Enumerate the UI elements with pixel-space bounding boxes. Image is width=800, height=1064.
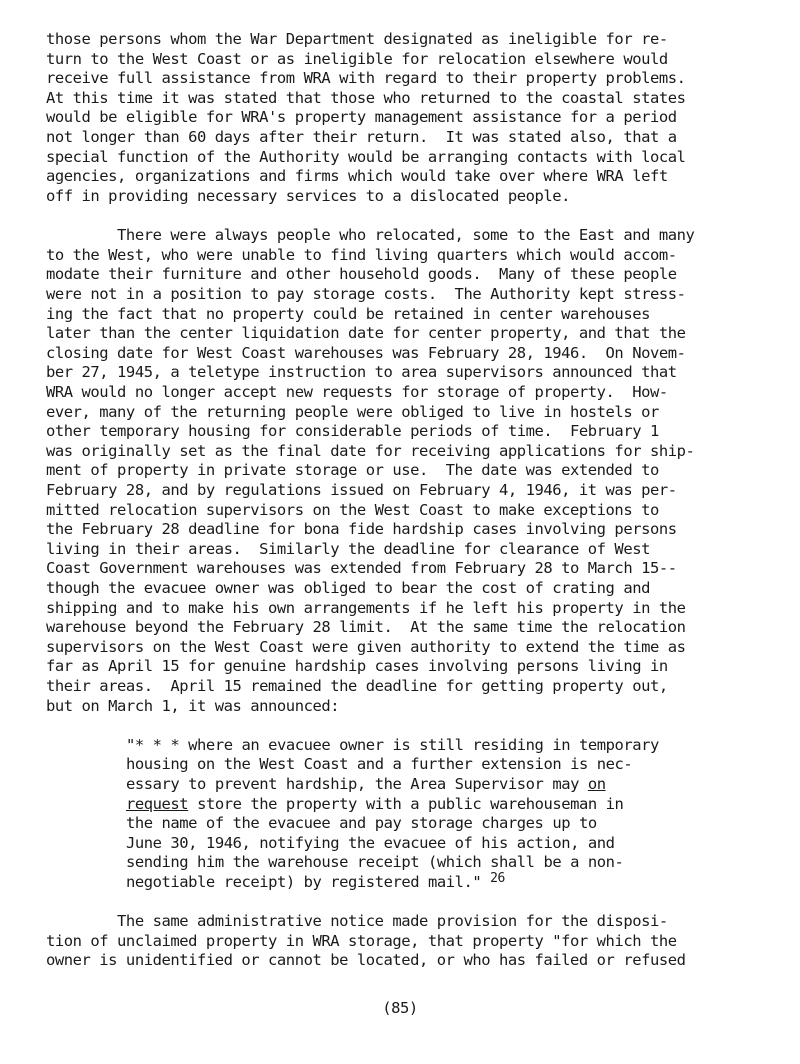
quote-line: sending him the warehouse receipt (which shall be a non- [126,853,624,871]
text-line: February 28, and by regulations issued on February 4, 1946, it was per- [46,481,677,499]
text-line: ment of property in private storage or use. The date was extended to [46,461,659,479]
text-line: agencies, organizations and firms which would take over where WRA left [46,167,668,185]
text-line: modate their furniture and other household goods. Many of these people [46,265,677,283]
text-line: warehouse beyond the February 28 limit. At the same time the relocation [46,618,686,636]
page-number: (85) [382,999,418,1017]
text-line: ever, many of the returning people were obliged to live in hostels or [46,403,659,421]
text-line: the February 28 deadline for bona fide hardship cases involving persons [46,520,677,538]
text-line: later than the center liquidation date for center property, and that the [46,324,686,342]
text-line: those persons whom the War Department designated as ineligible for re- [46,30,668,48]
quote-text: store the property with a public warehouseman in [188,795,624,813]
quote-line: the name of the evacuee and pay storage charges up to [126,814,597,832]
text-line: though the evacuee owner was obliged to bear the cost of crating and [46,579,650,597]
text-line: ing the fact that no property could be retained in center warehouses [46,305,650,323]
quote-line: June 30, 1946, notifying the evacuee of his action, and [126,834,615,852]
text-line: Coast Government warehouses was extended from February 28 to March 15-- [46,559,677,577]
text-line: not longer than 60 days after their return. It was stated also, that a [46,128,677,146]
text-line: living in their areas. Similarly the deadline for clearance of West [46,540,650,558]
quote-line [126,775,606,795]
text-line: There were always people who relocated, some to the East and many [46,226,695,244]
footnote-marker: 26 [490,871,505,886]
quote-line [126,795,623,815]
text-line: but on March 1, it was announced: [46,697,340,715]
quote-line: housing on the West Coast and a further extension is nec- [126,755,633,773]
text-line: At this time it was stated that those who returned to the coastal states [46,89,686,107]
quote-text: essary to prevent hardship, the Area Supervisor may [126,775,588,793]
text-line: mitted relocation supervisors on the West Coast to make exceptions to [46,501,659,519]
text-line: were not in a position to pay storage costs. The Authority kept stress- [46,285,686,303]
text-line: would be eligible for WRA's property management assistance for a period [46,108,677,126]
text-line: The same administrative notice made provision for the disposi- [46,912,668,930]
text-line: supervisors on the West Coast were given authority to extend the time as [46,638,686,656]
text-line: WRA would no longer accept new requests for storage of property. How- [46,383,668,401]
text-line: special function of the Authority would be arranging contacts with local [46,148,686,166]
quote-line [126,873,505,894]
quote-line: "* * * where an evacuee owner is still residing in temporary [126,736,659,754]
text-line: off in providing necessary services to a dislocated people. [46,187,571,205]
text-line: to the West, who were unable to find living quarters which would accom- [46,246,677,264]
underlined-text: on [587,775,606,793]
text-line: tion of unclaimed property in WRA storage, that property "for which the [46,932,677,950]
text-line: their areas. April 15 remained the deadline for getting property out, [46,677,668,695]
text-line: ber 27, 1945, a teletype instruction to area supervisors announced that [46,363,677,381]
text-line: was originally set as the final date for receiving applications for ship- [46,442,695,460]
text-line: turn to the West Coast or as ineligible for relocation elsewhere would [46,50,668,68]
text-line: far as April 15 for genuine hardship cases involving persons living in [46,657,668,675]
text-line: receive full assistance from WRA with regard to their property problems. [46,69,686,87]
quote-text: negotiable receipt) by registered mail." [126,873,491,891]
underlined-text: request [126,795,189,813]
text-line: owner is unidentified or cannot be located, or who has failed or refused [46,951,686,969]
text-line: other temporary housing for considerable periods of time. February 1 [46,422,659,440]
text-line: shipping and to make his own arrangements if he left his property in the [46,599,686,617]
text-line: closing date for West Coast warehouses was February 28, 1946. On Novem- [46,344,686,362]
